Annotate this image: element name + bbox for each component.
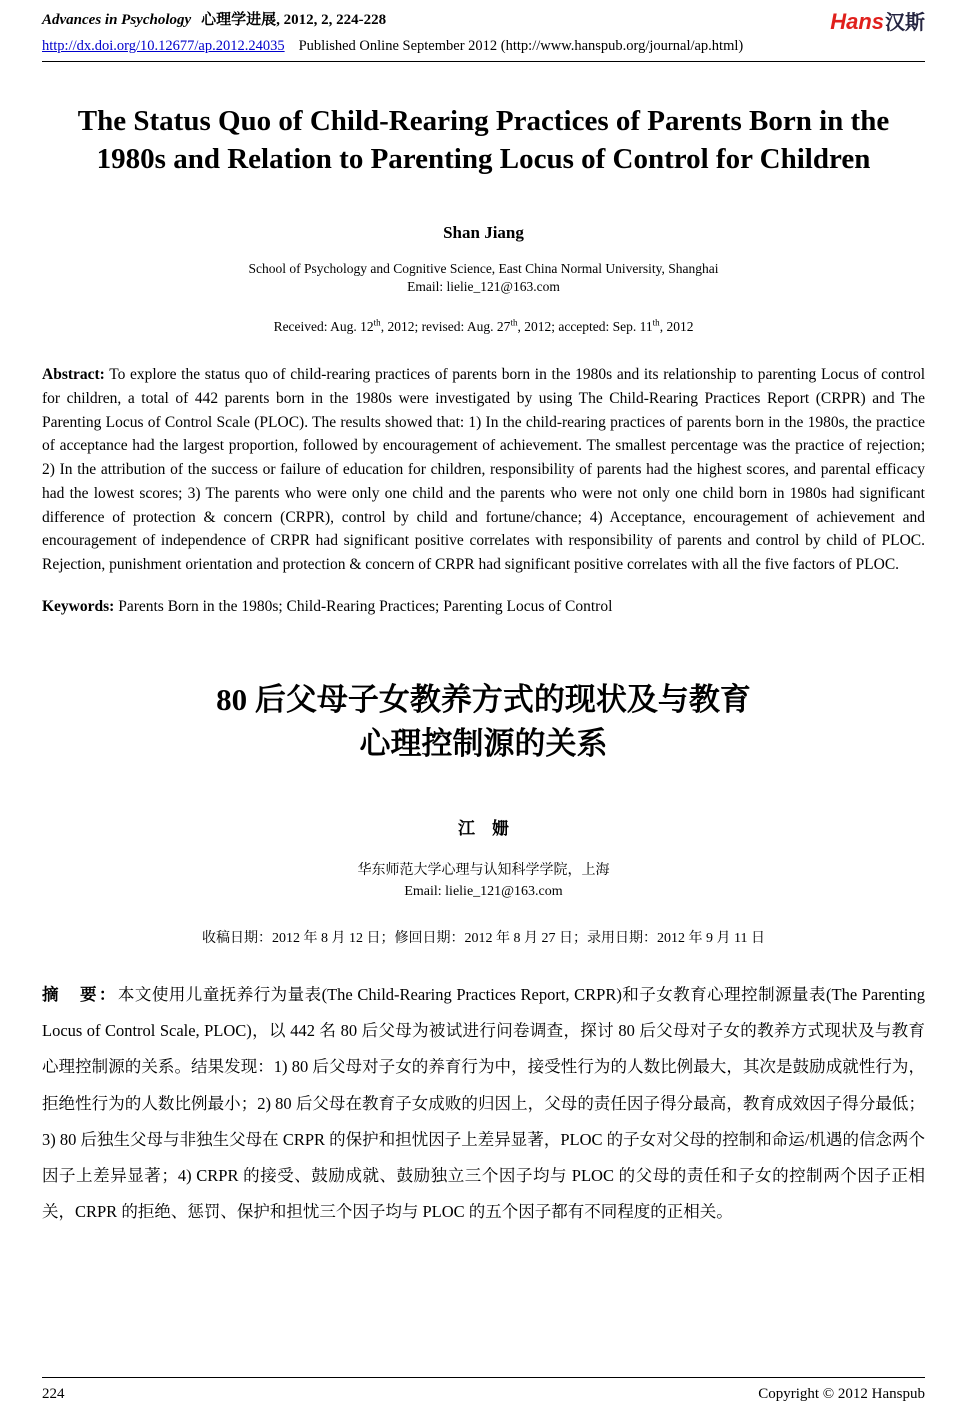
author-name-chinese: 江 姗 bbox=[458, 818, 509, 838]
footer-divider bbox=[42, 1377, 925, 1378]
hanspub-logo-text-en: Hans bbox=[830, 9, 884, 34]
affiliation-english bbox=[42, 260, 925, 298]
keywords-text-english: Parents Born in the 1980s; Child-Rearing Practices; Parenting Locus of Control bbox=[114, 597, 613, 615]
copyright-text: Copyright © 2012 Hanspub bbox=[758, 1386, 925, 1402]
affiliation-line-chinese: 华东师范大学心理与认知科学学院，上海 bbox=[357, 862, 610, 878]
keywords-label-english: Keywords: bbox=[42, 597, 115, 615]
hanspub-logo bbox=[830, 6, 925, 35]
abstract-text-english: To explore the status quo of child-rearing practices of parents born in the 1980s and its relationship to parenting Locus of control for children, a total of 442 parents born in the 1980s were investigated by using The Child-Rearing Practices Report (CRPR) and The Parenting Locus of Control Scale (PLOC). The results showed that: 1) In the child-rearing practices of parents born in the 1980s, the practice of acceptance had the largest proportion, followed by encouragement of achievement. The smallest percentage was the practice of rejection; 2) In the attribution of the success or failure of education for children, responsibility of parents had the highest scores, and parental efficacy had the lowest scores; 3) The parents who were only one child and the parents who were not only one child born in 1980s had significant difference of protection & concern (CRPR), control by child and fortune/chance; 4) Acceptance, encouragement of achievement and encouragement of independence of CRPR had significant positive correlates with responsibility of parents and control by child of PLOC. Rejection, punishment orientation and protection & concern of CRPR had significant positive correlates with all the five factors of PLOC. bbox=[42, 366, 925, 573]
abstract-text-chinese: 本文使用儿童抚养行为量表(The Child-Rearing Practices Report, CRPR)和子女教育心理控制源量表(The Parenting Locus of Control Scale, PLOC)，以 442 名 80 后父母为被试进行问卷调查，探讨 80 后父母对子女的教养方式现状及与教育心理控制源的关系。结果发现：1) 80 后父母对子女的养育行为中，接受性行为的人数比例最大，其次是鼓励成就性行为，拒绝性行为的人数比例最小；2) 80 后父母在教育子女成败的归因上，父母的责任因子得分最高，教育成效因子得分最低；3) 80 后独生父母与非独生父母在 CRPR 的保护和担忧因子上差异显著，PLOC 的子女对父母的控制和命运/机遇的信念两个因子上差异显著；4) CRPR 的接受、鼓励成就、鼓励独立三个因子均与 PLOC 的父母的责任和子女的控制两个因子正相关，CRPR 的拒绝、惩罚、保护和担忧三个因子均与 PLOC 的五个因子都有不同程度的正相关。 bbox=[42, 984, 925, 1222]
page-number: 224 bbox=[42, 1386, 65, 1402]
abstract-label-chinese: 摘 要： bbox=[42, 984, 118, 1004]
author-name-english: Shan Jiang bbox=[443, 222, 524, 242]
paper-title-english: The Status Quo of Child-Rearing Practices of Parents Born in the 1980s and Relation to Parenting Locus of Control for Children bbox=[77, 105, 890, 176]
header-divider bbox=[42, 61, 925, 62]
keywords-english bbox=[42, 598, 925, 616]
journal-title-chinese: 心理学进展, 2012, 2, 224-228 bbox=[201, 12, 387, 28]
journal-title-english: Advances in Psychology bbox=[42, 12, 192, 28]
received-dates-english: Received: Aug. 12th, 2012; revised: Aug. 27th, 2012; accepted: Sep. 11th, 2012 bbox=[273, 317, 694, 335]
author-email-chinese: Email: lielie_121@163.com bbox=[404, 883, 563, 899]
hanspub-logo-text-cn: 汉斯 bbox=[885, 12, 925, 34]
received-dates-chinese: 收稿日期：2012 年 8 月 12 日；修回日期：2012 年 8 月 27 日；录用日期：2012 年 9 月 11 日 bbox=[202, 930, 765, 946]
paper-title-chinese bbox=[42, 678, 925, 766]
author-email-english: Email: lielie_121@163.com bbox=[407, 279, 560, 295]
published-online-text: Published Online September 2012 (http://www.hanspub.org/journal/ap.html) bbox=[298, 38, 744, 54]
paper-title-chinese-line2: 心理控制源的关系 bbox=[359, 725, 608, 761]
abstract-chinese bbox=[42, 977, 925, 1231]
affiliation-chinese bbox=[42, 860, 925, 902]
paper-title-chinese-line1: 80 后父母子女教养方式的现状及与教育 bbox=[216, 681, 751, 717]
journal-header bbox=[42, 8, 925, 62]
abstract-label-english: Abstract: bbox=[42, 366, 105, 384]
page-footer bbox=[42, 1377, 925, 1403]
doi-link[interactable]: http://dx.doi.org/10.12677/ap.2012.24035 bbox=[42, 38, 285, 54]
affiliation-line: School of Psychology and Cognitive Science, East China Normal University, Shanghai bbox=[248, 260, 719, 276]
abstract-english bbox=[42, 363, 925, 576]
journal-title-line bbox=[42, 8, 386, 29]
